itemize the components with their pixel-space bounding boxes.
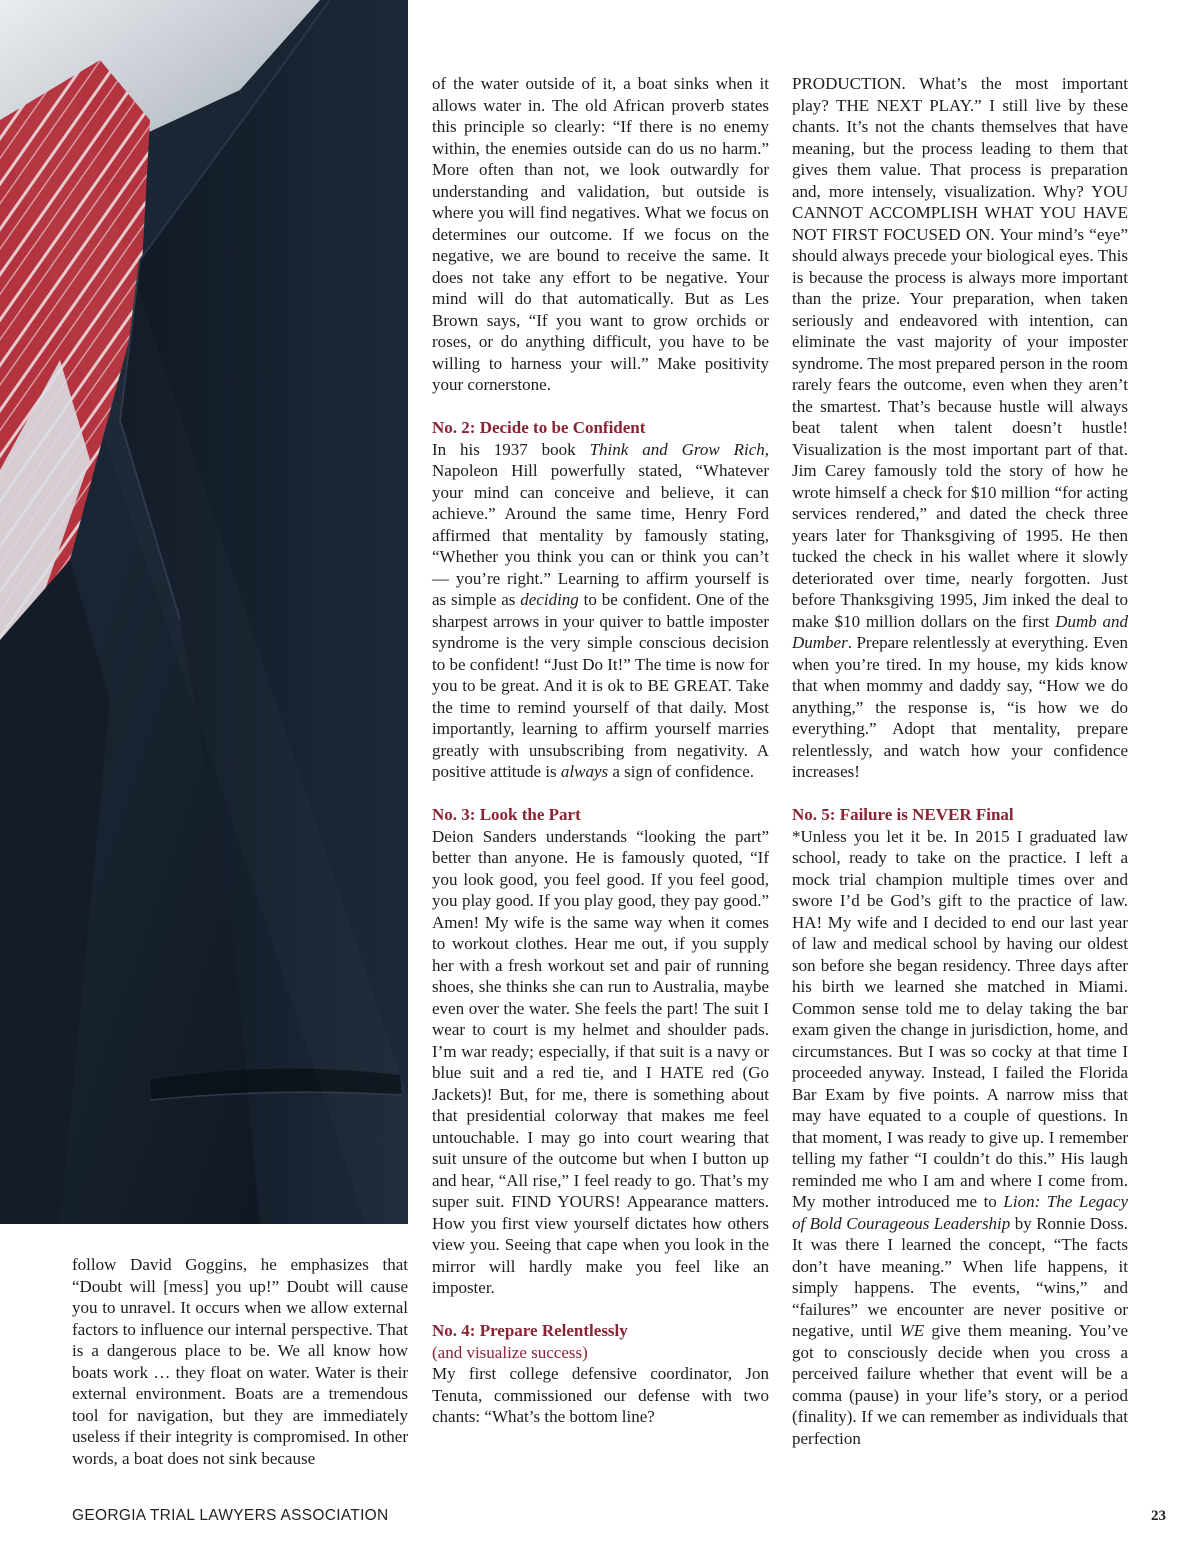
column-3 xyxy=(792,73,1128,1449)
paragraph-failure: *Unless you let it be. In 2015 I graduated law school, ready to take on the practice. I left a mock trial champion multiple times over and swore I’d be God’s gift to the practice of law. HA! My wife and I decided to end our last year of law and medical school by having our oldest son before she began residency. Three days after his birth we learned she matched in Miami. Common sense told me to delay taking the bar exam given the change in jurisdiction, home, and circumstances. But I was so cocky at that time I proceeded anyway. Instead, I failed the Florida Bar Exam by five points. A narrow miss that may have equated to a couple of questions. In that moment, I was ready to give up. I remember telling my father “I couldn’t do this.” His laugh reminded me who I am and where I come from. My mother introduced me to Lion: The Legacy of Bold Courageous Leadership by Ronnie Doss. It was there I learned the concept, “The facts don’t have meaning.” When life happens, it simply happens. The events, “wins,” and “failures” we encounter are never positive or negative, until WE give them meaning. You’ve got to consciously decide when you cross a perceived failure whether that event will be a comma (pause) in your life’s story, or a period (finality). If we can remember as individuals that perfection xyxy=(792,826,1128,1448)
heading-no5: No. 5: Failure is NEVER Final xyxy=(792,805,1014,824)
column-1 xyxy=(72,1254,408,1469)
suit-illustration xyxy=(0,0,408,1224)
paragraph-proverb: of the water outside of it, a boat sinks when it allows water in. The old African proverb states this principle so clearly: “If there is no enemy within, the enemies outside can do us no harm.” More often than not, we look outwardly for understanding and validation, but outside is where you will find negatives. What we focus on determines our outcome. If we focus on the negative, we are bound to receive the same. It does not take any effort to be negative. Your mind will do that automatically. But as Les Brown says, “If you want to grow orchids or roses, or do anything difficult, you have to be willing to harness your will.” Make positivity your cornerstone. xyxy=(432,74,769,394)
suit-photo xyxy=(0,0,408,1224)
heading-no2: No. 2: Decide to be Confident xyxy=(432,418,646,437)
column-2 xyxy=(432,73,769,1428)
paragraph-look-the-part: Deion Sanders understands “looking the part” better than anyone. He is famously quoted, “If you look good, you feel good. If you feel good, you play good. If you play good, they pay good.” Amen! My wife is the same way when it comes to workout clothes. Hear me out, if you supply her with a fresh workout set and pair of running shoes, she thinks she can run to Australia, maybe even over the water. She feels the part! The suit I wear to court is my helmet and shoulder pads. I’m war ready; especially, if that suit is a navy or blue suit and a red tie, and I HATE red (Go Jackets)! But, for me, there is something about that presidential colorway that makes me feel untouchable. I may go into court wearing that suit unsure of the outcome but when I button up and hear, “All rise,” I feel ready to go. That’s my super suit. FIND YOURS! Appearance matters. How you first view yourself dictates how others view you. Seeing that cape when you look in the mirror will hardly make you feel like an imposter. xyxy=(432,826,769,1297)
paragraph-confident: In his 1937 book Think and Grow Rich, Napoleon Hill powerfully stated, “Whatever your mind can conceive and believe, it can achieve.” Around the same time, Henry Ford affirmed that mentality by famously stating, “Whether you think you can or think you can’t — you’re right.” Learning to affirm yourself is as simple as deciding to be confident. One of the sharpest arrows in your quiver to battle imposter syndrome is the very simple conscious decision to be confident! “Just Do It!” The time is now for you to be great. And it is ok to BE GREAT. Take the time to remind yourself of that daily. Most importantly, learning to affirm yourself marries greatly with unsubscribing from negativity. A positive attitude is always a sign of confidence. xyxy=(432,439,770,781)
paragraph-boats: follow David Goggins, he emphasizes that “Doubt will [mess] you up!” Doubt will cause you to unravel. It occurs when we allow external factors to influence our internal perspective. That is a dangerous place to be. We all know how boats work … they float on water. Water is their external environment. Boats are a tremendous tool for navigation, but they are immediately useless if their integrity is compromised. In other words, a boat does not sink because xyxy=(72,1255,408,1468)
subheading-no4: (and visualize success) xyxy=(432,1342,588,1362)
heading-no3: No. 3: Look the Part xyxy=(432,805,581,824)
paragraph-prepare: My first college defensive coordinator, Jon Tenuta, commissioned our defense with two chants: “What’s the bottom line? xyxy=(432,1364,769,1426)
footer-publication: GEORGIA TRIAL LAWYERS ASSOCIATION xyxy=(72,1507,389,1524)
paragraph-production: PRODUCTION. What’s the most important play? THE NEXT PLAY.” I still live by these chants. It’s not the chants themselves that have meaning, but the process leading to them that gives them value. That process is preparation and, more intensely, visualization. Why? YOU CANNOT ACCOMPLISH WHAT YOU HAVE NOT FIRST FOCUSED ON. Your mind’s “eye” should always precede your biological eyes. This is because the process is always more important than the prize. Your preparation, when taken seriously and endeavored with intention, can eliminate the vast majority of your imposter syndrome. The most prepared person in the room rarely fears the outcome, even when they aren’t the smartest. That’s because hustle will always beat talent when talent doesn’t hustle! Visualization is the most important part of that. Jim Carey famously told the story of how he wrote himself a check for $10 million “for acting services rendered,” and dated the check three years later for Thanksgiving of 1995. He then tucked the check in his wallet where it slowly deteriorated over time, nearly forgotten. Just before Thanksgiving 1995, Jim inked the deal to make $10 million dollars on the first Dumb and Dumber. Prepare relentlessly at everything. Even when you’re tired. In my house, my kids know that when mommy and daddy say, “How we do anything,” the response is, “is how we do everything.” Adopt that mentality, prepare relentlessly, and watch how your confidence increases! xyxy=(792,74,1128,781)
page-number: 23 xyxy=(1151,1508,1166,1524)
heading-no4: No. 4: Prepare Relentlessly xyxy=(432,1321,628,1340)
